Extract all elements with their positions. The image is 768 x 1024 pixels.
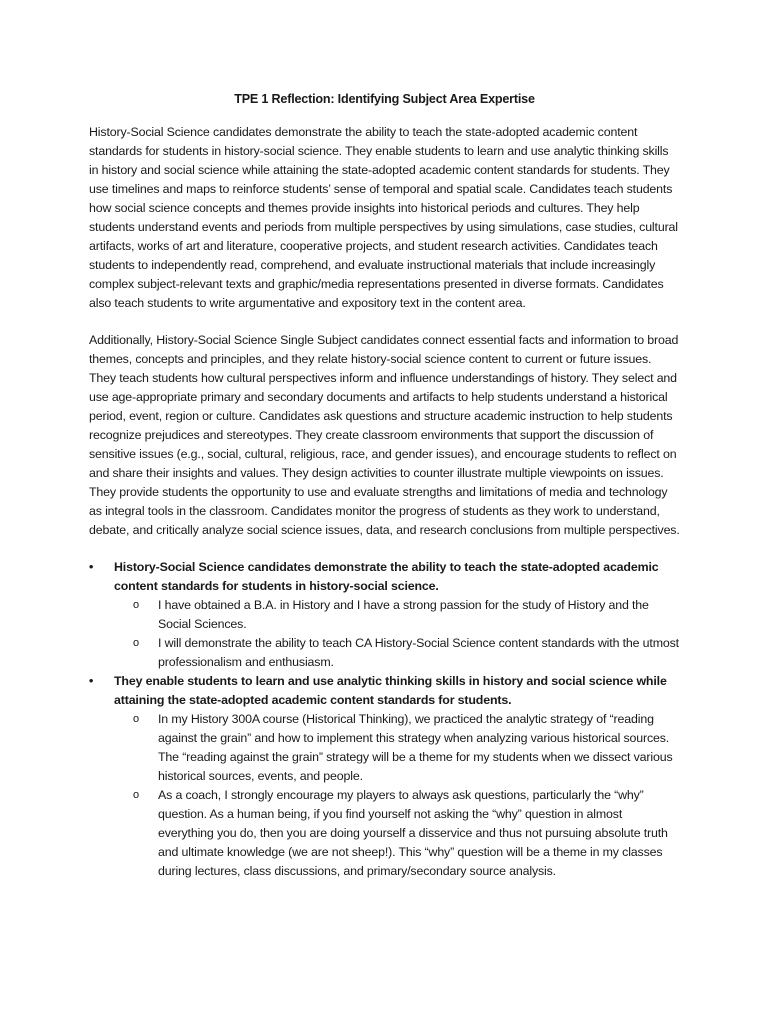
bullet-heading: History-Social Science candidates demonstrate the ability to teach the state-adopted academic content standards for students in history-social science. [114, 560, 659, 593]
circle-bullet-icon: o [133, 599, 139, 611]
sub-list [114, 710, 680, 881]
sub-item [133, 596, 680, 634]
sub-item [133, 786, 680, 881]
sub-list [114, 596, 680, 672]
bullet-icon: • [89, 674, 94, 688]
sub-item-text: I have obtained a B.A. in History and I have a strong passion for the study of History and the Social Sciences. [158, 598, 649, 631]
circle-bullet-icon: o [133, 713, 139, 725]
bullet-item [89, 672, 680, 881]
sub-item [133, 634, 680, 672]
sub-item [133, 710, 680, 786]
document-title: TPE 1 Reflection: Identifying Subject Area Expertise [234, 92, 535, 106]
bullet-icon: • [89, 560, 94, 574]
sub-item-text: In my History 300A course (Historical Thinking), we practiced the analytic strategy of “reading against the grain” and how to implement this strategy when analyzing various historical sources. The “reading against the grain” strategy will be a theme for my students when we dissect various historical sources, events, and people. [158, 712, 673, 783]
bullet-heading: They enable students to learn and use analytic thinking skills in history and social science while attaining the state-adopted academic content standards for students. [114, 674, 667, 707]
circle-bullet-icon: o [133, 637, 139, 649]
paragraph-2: Additionally, History-Social Science Single Subject candidates connect essential facts and information to broad themes, concepts and principles, and they relate history-social science content to current or future issues. They teach students how cultural perspectives inform and influence understandings of history. They select and use age-appropriate primary and secondary documents and artifacts to help students understand a historical period, event, region or culture. Candidates ask questions and structure academic instruction to help students recognize prejudices and stereotypes. They create classroom environments that support the discussion of sensitive issues (e.g., social, cultural, religious, race, and gender issues), and encourage students to reflect on and share their insights and values. They design activities to counter illustrate multiple viewpoints on issues. They provide students the opportunity to use and evaluate strengths and limitations of media and technology as integral tools in the classroom. Candidates monitor the progress of students as they work to understand, debate, and critically analyze social science issues, data, and research conclusions from multiple perspectives. [89, 333, 680, 537]
sub-item-text: I will demonstrate the ability to teach CA History-Social Science content standards with the utmost professionalism and enthusiasm. [158, 636, 679, 669]
sub-item-text: As a coach, I strongly encourage my players to always ask questions, particularly the “why” question. As a human being, if you find yourself not asking the “why” question in almost everything you do, then you are doing yourself a disservice and thus not pursuing absolute truth and ultimate knowledge (we are not sheep!). This “why” question will be a theme in my classes during lectures, class discussions, and primary/secondary source analysis. [158, 788, 668, 878]
circle-bullet-icon: o [133, 789, 139, 801]
bullet-item [89, 558, 680, 672]
paragraph-1: History-Social Science candidates demonstrate the ability to teach the state-adopted academic content standards for students in history-social science. They enable students to learn and use analytic thinking skills in history and social science while attaining the state-adopted academic content standards for students. They use timelines and maps to reinforce students’ sense of temporal and spatial scale. Candidates teach students how social science concepts and themes provide insights into historical periods and cultures. They help students understand events and periods from multiple perspectives by using simulations, case studies, cultural artifacts, works of art and literature, cooperative projects, and student research activities. Candidates teach students to independently read, comprehend, and evaluate instructional materials that include increasingly complex subject-relevant texts and graphic/media representations presented in diverse formats. Candidates also teach students to write argumentative and expository text in the content area. [89, 125, 678, 310]
bullet-list [89, 558, 680, 881]
